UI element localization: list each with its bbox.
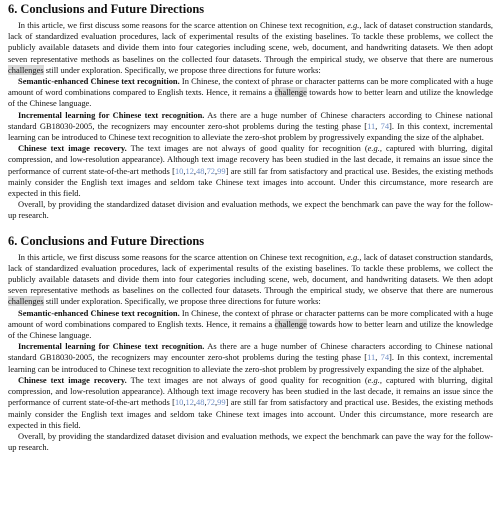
highlighted-word: challenges xyxy=(8,64,44,75)
paragraph xyxy=(8,308,493,342)
paragraph xyxy=(8,143,493,199)
text-run: , captured with blurring, digital compression, and low-resolution appearance). Although text image recovery has been studied in the last decade, it remains an issue since the performance of current state-of-the-art methods [ xyxy=(8,143,493,176)
text-run: , xyxy=(215,165,218,176)
paragraph-title: Semantic-enhanced Chinese text recognition. xyxy=(18,76,180,87)
highlighted-word: challenges xyxy=(8,296,44,307)
text-run: , xyxy=(193,165,197,176)
text-run: , xyxy=(183,165,186,176)
text-run: still under exploration. Specifically, we propose three directions for future works: xyxy=(43,64,321,75)
text-run: , xyxy=(215,397,218,408)
citation-link[interactable]: 11 xyxy=(367,120,376,131)
section-heading: 6. Conclusions and Future Directions xyxy=(8,2,205,16)
text-run: , xyxy=(193,397,197,408)
citation-link[interactable]: 10 xyxy=(174,397,184,408)
text-run: still under exploration. Specifically, we propose three directions for future works: xyxy=(43,296,321,307)
text-run: , xyxy=(375,120,381,131)
italic-text: e.g. xyxy=(367,143,380,154)
citation-link[interactable]: 74 xyxy=(380,120,390,131)
text-run: The text images are not always of good quality for recognition ( xyxy=(126,374,368,385)
paragraph xyxy=(8,110,493,144)
citation-link[interactable]: 72 xyxy=(206,397,216,408)
text-run: , xyxy=(204,397,207,408)
citation-link[interactable]: 10 xyxy=(174,165,184,176)
text-run: In Chinese, the context of phrase or character patterns can be more complicated with a huge amount of word combinations compared to English texts. Hence, it remains a xyxy=(8,307,493,329)
citation-link[interactable]: 48 xyxy=(196,397,205,408)
italic-text: e.g. xyxy=(347,251,360,262)
text-run: , xyxy=(204,165,207,176)
text-run: towards how to better learn and utilize the knowledge of the Chinese language. xyxy=(8,87,494,109)
text-run: ] are still far from satisfactory and practical use. Besides, the existing methods mainly consider the English text images and seldom take Chinese text images into account. Under this circumstance, more research are expected in this field. xyxy=(8,397,493,430)
paragraph xyxy=(8,20,493,76)
text-run: , xyxy=(375,352,381,363)
text-run: Overall, by providing the standardized dataset division and evaluation methods, we expect the benchmark can pave the way for the follow-up research. xyxy=(8,199,493,221)
text-run: ]. In this context, incremental learning can be introduced to Chinese text recognition to alleviate the zero-shot problem by progressively expanding the size of the alphabet. xyxy=(8,352,494,374)
citation-link[interactable]: 11 xyxy=(367,352,376,363)
italic-text: e.g. xyxy=(367,374,380,385)
text-run: The text images are not always of good quality for recognition ( xyxy=(126,143,368,154)
text-run: , captured with blurring, digital compression, and low-resolution appearance). Although text image recovery has been studied in the last decade, it remains an issue since the performance of current state-of-the-art methods [ xyxy=(8,374,493,408)
paragraph xyxy=(8,341,493,375)
text-run: ] are still far from satisfactory and practical use. Besides, the existing methods mainly consider the English text images and seldom take Chinese text images into account. Under this circumstance, more research are expected in this field. xyxy=(8,165,493,199)
text-run: As there are a huge number of Chinese characters according to Chinese national standard GB18030-2005, the recognizers may encounter zero-shot problems during the testing phase [ xyxy=(8,109,493,131)
paragraph xyxy=(8,76,493,110)
paragraph xyxy=(8,431,493,453)
text-run: In this article, we first discuss some reasons for the scarce attention on Chinese text recognition, xyxy=(18,251,348,262)
citation-link[interactable]: 99 xyxy=(217,397,226,408)
section-body xyxy=(8,252,493,454)
text-run: towards how to better learn and utilize the knowledge of the Chinese language. xyxy=(8,318,494,341)
paragraph xyxy=(8,252,493,308)
paragraph-title: Chinese text image recovery. xyxy=(18,143,127,154)
citation-link[interactable]: 99 xyxy=(217,165,226,176)
text-run: As there are a huge number of Chinese characters according to Chinese national standard GB18030-2005, the recognizers may encounter zero-shot problems during the testing phase [ xyxy=(8,341,493,363)
text-run: , lack of dataset construction standards, lack of standardized evaluation procedures, lack of experimental results of the existing baselines. To tackle these problems, we collect the publicly available datasets and divide them into four categories including scene, web, document, and handwriting datasets. We then adopt seven representative methods as baselines on the collected four datasets. Through the empirical study, we observe that there are numerous xyxy=(8,251,493,296)
citation-link[interactable]: 48 xyxy=(196,165,205,176)
paragraph-title: Incremental learning for Chinese text recognition. xyxy=(18,341,205,352)
paragraph xyxy=(8,375,493,431)
text-run: , xyxy=(183,397,186,408)
paragraph-title: Semantic-enhanced Chinese text recognition. xyxy=(18,307,180,318)
highlighted-word: challenge xyxy=(274,87,307,98)
text-run: In Chinese, the context of phrase or character patterns can be more complicated with a huge amount of word combinations compared to English texts. Hence, it remains a xyxy=(8,76,493,98)
citation-link[interactable]: 72 xyxy=(206,165,216,176)
paragraph-title: Chinese text image recovery. xyxy=(18,374,127,385)
section-block-1 xyxy=(8,2,493,222)
text-run: ]. In this context, incremental learning can be introduced to Chinese text recognition to alleviate the zero-shot problem by progressively expanding the size of the alphabet. xyxy=(8,120,494,143)
paragraph xyxy=(8,199,493,221)
section-heading: 6. Conclusions and Future Directions xyxy=(8,233,205,248)
citation-link[interactable]: 74 xyxy=(380,352,390,363)
citation-link[interactable]: 12 xyxy=(185,397,194,408)
citation-link[interactable]: 12 xyxy=(185,165,194,176)
italic-text: e.g. xyxy=(347,20,360,30)
text-run: Overall, by providing the standardized dataset division and evaluation methods, we expect the benchmark can pave the way for the follow-up research. xyxy=(8,430,493,453)
section-block-2 xyxy=(8,234,493,454)
text-run: , lack of dataset construction standards, lack of standardized evaluation procedures, lack of experimental results of the existing baselines. To tackle these problems, we collect the publicly available datasets and divide them into four categories including scene, web, document, and handwriting datasets. We then adopt seven representative methods as baselines on the collected four datasets. Through the empirical study, we observe that there are numerous xyxy=(8,20,493,64)
paragraph-title: Incremental learning for Chinese text recognition. xyxy=(18,109,205,120)
text-run: In this article, we first discuss some reasons for the scarce attention on Chinese text recognition, xyxy=(18,20,348,30)
highlighted-word: challenge xyxy=(274,318,307,329)
section-body xyxy=(8,20,493,222)
